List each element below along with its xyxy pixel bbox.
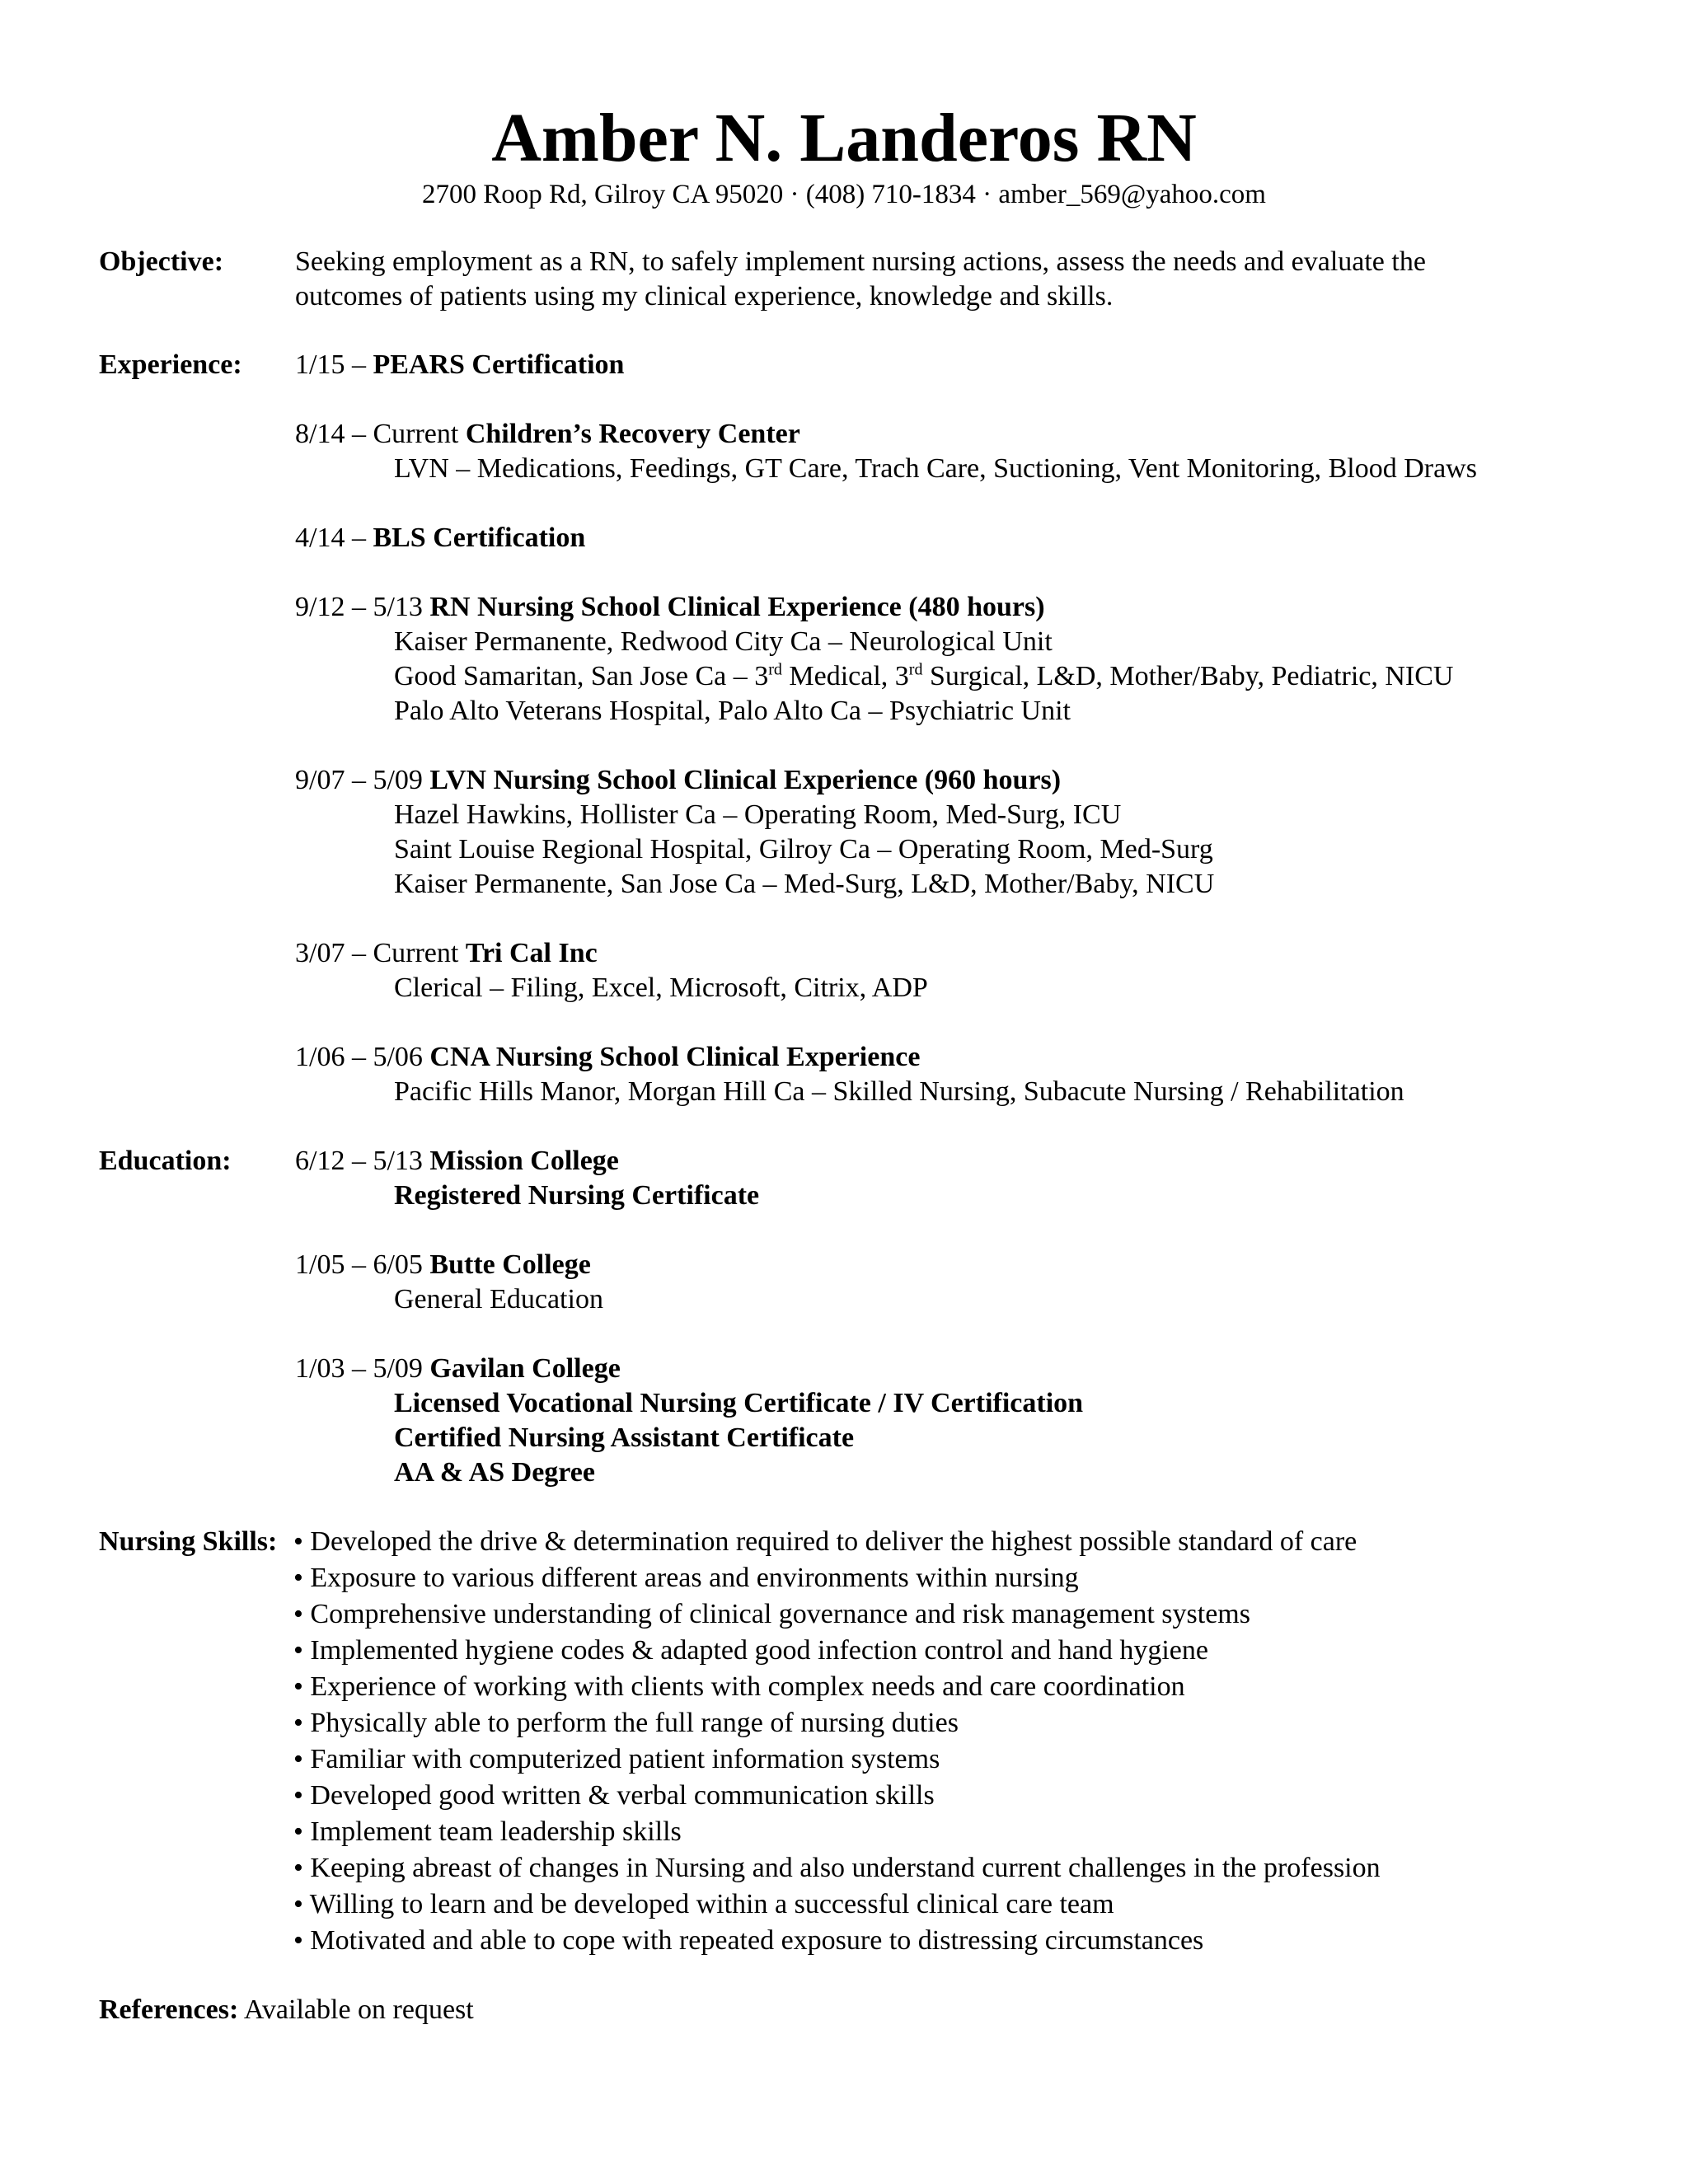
skill-item: [293, 1670, 1185, 1704]
skill-text: Developed the drive & determination required to deliver the highest possible standard of care: [310, 1526, 1357, 1557]
skill-text: Physically able to perform the full range of nursing duties: [310, 1708, 959, 1738]
education-detail: Licensed Vocational Nursing Certificate / IV Certification: [394, 1388, 1084, 1418]
experience-detail: Saint Louise Regional Hospital, Gilroy Ca – Operating Room, Med-Surg: [394, 834, 1213, 865]
experience-entry-title: [295, 1040, 920, 1075]
school-name: Gavilan College: [429, 1353, 621, 1384]
bullet-icon: •: [293, 1635, 303, 1666]
school-name: Butte College: [429, 1249, 591, 1280]
skill-item: [293, 1561, 1079, 1596]
bullet-icon: •: [293, 1526, 303, 1557]
objective-line-1: Seeking employment as a RN, to safely implement nursing actions, assess the needs and evaluate the: [295, 246, 1426, 277]
experience-detail: Kaiser Permanente, Redwood City Ca – Neurological Unit: [394, 626, 1053, 657]
entry-title: RN Nursing School Clinical Experience (480 hours): [429, 592, 1045, 622]
entry-date: 1/05 – 6/05: [295, 1249, 430, 1280]
education-detail: AA & AS Degree: [394, 1457, 595, 1488]
experience-entry-title: [295, 348, 624, 382]
education-entry-title: [295, 1352, 621, 1386]
education-entry-title: [295, 1144, 619, 1179]
bullet-icon: •: [293, 1708, 303, 1738]
experience-entry-title: [295, 590, 1045, 625]
skill-item: [293, 1924, 1203, 1958]
skill-item: [293, 1706, 959, 1741]
bullet-icon: •: [293, 1780, 303, 1811]
entry-title: Children’s Recovery Center: [465, 419, 800, 449]
skill-item: [293, 1597, 1250, 1632]
experience-detail: Clerical – Filing, Excel, Microsoft, Citrix, ADP: [394, 972, 928, 1003]
bullet-icon: •: [293, 1889, 303, 1919]
entry-title: CNA Nursing School Clinical Experience: [429, 1042, 921, 1072]
entry-date: 3/07 – Current: [295, 938, 466, 968]
skill-item: [293, 1779, 935, 1813]
resume-name: Amber N. Landeros RN: [491, 100, 1197, 176]
skill-text: Exposure to various different areas and environments within nursing: [310, 1563, 1079, 1593]
contact-info: 2700 Roop Rd, Gilroy CA 95020 · (408) 710-1834 · amber_569@yahoo.com: [422, 180, 1266, 209]
nursing-skills-label: Nursing Skills:: [99, 1526, 278, 1557]
experience-entry-title: [295, 521, 585, 555]
skill-item: [293, 1851, 1381, 1886]
experience-detail: Kaiser Permanente, San Jose Ca – Med-Surg, L&D, Mother/Baby, NICU: [394, 869, 1215, 899]
entry-title: BLS Certification: [373, 523, 586, 553]
references-label: References:: [99, 1994, 239, 2025]
skill-item: [293, 1815, 682, 1849]
experience-entry-title: [295, 417, 800, 452]
experience-detail: [394, 659, 1453, 694]
skill-text: Comprehensive understanding of clinical governance and risk management systems: [310, 1599, 1250, 1629]
entry-date: 6/12 – 5/13: [295, 1146, 430, 1176]
bullet-icon: •: [293, 1671, 303, 1702]
bullet-icon: •: [293, 1744, 303, 1774]
experience-detail: Palo Alto Veterans Hospital, Palo Alto Ca – Psychiatric Unit: [394, 696, 1071, 726]
education-detail: Registered Nursing Certificate: [394, 1180, 760, 1211]
entry-date: 9/12 – 5/13: [295, 592, 430, 622]
experience-label: Experience:: [99, 349, 242, 380]
entry-date: 8/14 – Current: [295, 419, 466, 449]
detail-part: Surgical, L&D, Mother/Baby, Pediatric, NICU: [922, 661, 1454, 691]
experience-entry-title: [295, 763, 1061, 798]
education-detail: Certified Nursing Assistant Certificate: [394, 1422, 855, 1453]
entry-date: 4/14 –: [295, 523, 373, 553]
education-detail: General Education: [394, 1284, 603, 1315]
skill-text: Implemented hygiene codes & adapted good infection control and hand hygiene: [310, 1635, 1208, 1666]
skill-text: Familiar with computerized patient information systems: [310, 1744, 940, 1774]
skill-text: Motivated and able to cope with repeated exposure to distressing circumstances: [310, 1925, 1204, 1956]
bullet-icon: •: [293, 1853, 303, 1883]
school-name: Mission College: [429, 1146, 619, 1176]
skill-text: Implement team leadership skills: [310, 1816, 682, 1847]
entry-date: 1/06 – 5/06: [295, 1042, 430, 1072]
ordinal-suffix: rd: [768, 660, 782, 679]
bullet-icon: •: [293, 1816, 303, 1847]
references-text: Available on request: [238, 1994, 474, 2025]
entry-date: 1/03 – 5/09: [295, 1353, 430, 1384]
skill-item: [293, 1525, 1357, 1559]
ordinal-suffix: rd: [908, 660, 923, 679]
skill-text: Willing to learn and be developed within a successful clinical care team: [309, 1889, 1114, 1919]
entry-title: LVN Nursing School Clinical Experience (960 hours): [429, 765, 1062, 795]
skill-text: Keeping abreast of changes in Nursing and also understand current challenges in the profession: [310, 1853, 1381, 1883]
education-label: Education:: [99, 1146, 232, 1176]
experience-entry-title: [295, 936, 598, 971]
entry-date: 1/15 –: [295, 349, 373, 380]
skill-text: Experience of working with clients with complex needs and care coordination: [310, 1671, 1185, 1702]
detail-part: Medical, 3: [781, 661, 909, 691]
skill-item: [293, 1887, 1114, 1922]
skill-item: [293, 1633, 1208, 1668]
bullet-icon: •: [293, 1599, 303, 1629]
skill-item: [293, 1742, 940, 1777]
entry-title: Tri Cal Inc: [465, 938, 598, 968]
detail-part: Good Samaritan, San Jose Ca – 3: [394, 661, 769, 691]
experience-detail: Pacific Hills Manor, Morgan Hill Ca – Skilled Nursing, Subacute Nursing / Rehabilitation: [394, 1076, 1404, 1107]
entry-date: 9/07 – 5/09: [295, 765, 430, 795]
bullet-icon: •: [293, 1925, 303, 1956]
bullet-icon: •: [293, 1563, 303, 1593]
experience-detail: LVN – Medications, Feedings, GT Care, Trach Care, Suctioning, Vent Monitoring, Blood Draws: [394, 453, 1477, 484]
references-line: [99, 1993, 474, 2027]
entry-title: PEARS Certification: [373, 349, 625, 380]
objective-line-2: outcomes of patients using my clinical experience, knowledge and skills.: [295, 281, 1114, 312]
skill-text: Developed good written & verbal communication skills: [310, 1780, 935, 1811]
education-entry-title: [295, 1248, 591, 1282]
objective-label: Objective:: [99, 246, 224, 277]
experience-detail: Hazel Hawkins, Hollister Ca – Operating Room, Med-Surg, ICU: [394, 799, 1122, 830]
